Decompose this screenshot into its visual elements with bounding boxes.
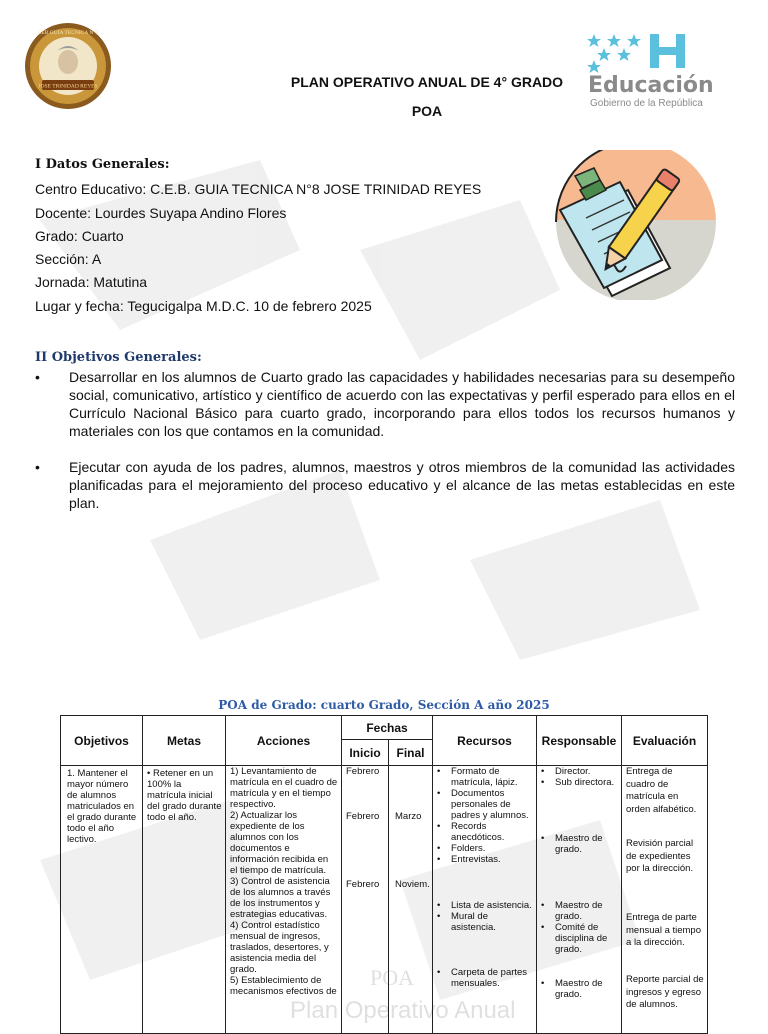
action-item: 2) Actualizar los expediente de los alumnos con los documentos e información recibida en el tiempo de matrícula.: [230, 810, 329, 876]
responsible-item: • Comité de disciplina de grado.: [537, 922, 619, 955]
info-school: Centro Educativo: C.E.B. GUIA TECNICA N°8 JOSE TRINIDAD REYES: [35, 181, 482, 197]
poa-table: [60, 715, 708, 1034]
watermark-subtitle: Plan Operativo Anual: [290, 997, 516, 1024]
resource-item: • Records anecdóticos.: [433, 821, 533, 843]
header-objetivos: Objetivos: [61, 716, 143, 766]
evaluation-item: Entrega de cuadro de matrícula en orden alfabético.: [626, 766, 697, 815]
seal-name-ribbon: JOSE TRINIDAD REYES: [38, 83, 98, 90]
date-end: Noviem.: [395, 879, 430, 890]
cell-recursos: [433, 766, 536, 1031]
document-subtitle: POA: [411, 103, 443, 119]
document-pencil-illustration: [520, 150, 716, 300]
bullet-icon: •: [35, 369, 40, 385]
school-seal-logo: [24, 22, 112, 110]
date-start: Febrero: [346, 766, 380, 777]
objective-item: [35, 368, 735, 440]
responsible-item: • Maestro de grado.: [537, 978, 619, 1000]
cell-responsable: [537, 766, 621, 1031]
objective-text: Ejecutar con ayuda de los padres, alumnos, maestros y otros miembros de la comunidad las actividades planificadas para el mejoramiento del proceso educativo y el alcance de las metas establecidas en este plan.: [69, 459, 735, 511]
watermark-poa: POA: [370, 965, 415, 990]
resource-item: • Lista de asistencia.: [433, 900, 533, 911]
objective-item: [35, 458, 735, 512]
header-metas: Metas: [143, 716, 226, 766]
responsible-item: • Maestro de grado.: [537, 900, 619, 922]
info-shift: Jornada: Matutina: [35, 274, 148, 290]
cell-inicio: [342, 766, 388, 1031]
header-acciones: Acciones: [226, 716, 342, 766]
action-item: 3) Control de asistencia de los alumnos a través de los instrumentos y estrategias educativas.: [230, 876, 331, 920]
evaluation-item: Reporte parcial de ingresos y egreso de alumnos.: [626, 974, 704, 1010]
header-inicio: Inicio: [342, 740, 389, 766]
cell-objetivo: 1. Mantener el mayor número de alumnos matriculados en el grado durante todo el año lectivo.: [67, 768, 137, 845]
date-end: Marzo: [395, 811, 422, 822]
header-final: Final: [389, 740, 433, 766]
info-grade: Grado: Cuarto: [35, 228, 124, 244]
header-responsable: Responsable: [537, 716, 622, 766]
evaluation-item: Entrega de parte mensual a tiempo a la dirección.: [626, 912, 701, 948]
resource-item: • Carpeta de partes mensuales.: [433, 967, 533, 989]
info-teacher: Docente: Lourdes Suyapa Andino Flores: [35, 205, 287, 221]
cell-evaluacion: [622, 766, 707, 1031]
table-title: POA de Grado: cuarto Grado, Sección A año 2025: [218, 698, 550, 712]
cell-meta: • Retener en un 100% la matrícula inicial del grado durante todo el año.: [147, 768, 222, 823]
responsible-item: • Maestro de grado.: [537, 833, 619, 855]
objectives-heading: II Objetivos Generales:: [35, 350, 202, 365]
info-place-date: Lugar y fecha: Tegucigalpa M.D.C. 10 de febrero 2025: [35, 298, 372, 314]
action-item: 5) Establecimiento de mecanismos efectivos de: [230, 975, 337, 997]
date-start: Febrero: [346, 811, 380, 822]
table-row: [61, 766, 708, 1034]
action-item: 1) Levantamiento de matrícula en el cuadro de matrícula y en el tiempo respectivo.: [230, 766, 338, 810]
cell-acciones: [226, 766, 341, 1031]
header-fechas: Fechas: [342, 716, 433, 740]
resource-item: • Formato de matrícula, lápiz.: [433, 766, 533, 788]
resource-item: • Folders.: [433, 843, 533, 854]
educacion-logo: [586, 32, 746, 112]
seal-top-text: CEB GUIA TECNICA N°8: [37, 30, 99, 36]
resource-item: • Mural de asistencia.: [433, 911, 533, 933]
general-data-heading: I Datos Generales:: [35, 157, 170, 172]
header-recursos: Recursos: [433, 716, 537, 766]
document-title: PLAN OPERATIVO ANUAL DE 4° GRADO: [290, 74, 564, 90]
bullet-icon: •: [35, 459, 40, 475]
header-evaluacion: Evaluación: [622, 716, 708, 766]
date-start: Febrero: [346, 879, 380, 890]
objective-text: Desarrollar en los alumnos de Cuarto grado las capacidades y habilidades necesarias para su desempeño social, comunicativo, artístico y científico de acuerdo con las expectativas y perfil esperado para ellos en el Currículo Nacional Básico para cuarto grado, incorporando para ellos todos los recursos humanos y materiales con los que contamos en la comunidad.: [69, 369, 735, 439]
resource-item: • Documentos personales de padres y alumnos.: [433, 788, 533, 821]
evaluation-item: Revisión parcial de expedientes por la dirección.: [626, 838, 694, 874]
responsible-item: • Sub directora.: [537, 777, 619, 788]
responsible-item: • Director.: [537, 766, 619, 777]
cell-final: [389, 766, 432, 1031]
logo-sub-text: Gobierno de la República: [590, 98, 703, 109]
action-item: 4) Control estadístico mensual de ingresos, traslados, desertores, y asistencia media del grado.: [230, 920, 329, 975]
logo-brand-text: Educación: [588, 73, 714, 98]
info-section: Sección: A: [35, 251, 102, 267]
resource-item: • Entrevistas.: [433, 854, 533, 865]
